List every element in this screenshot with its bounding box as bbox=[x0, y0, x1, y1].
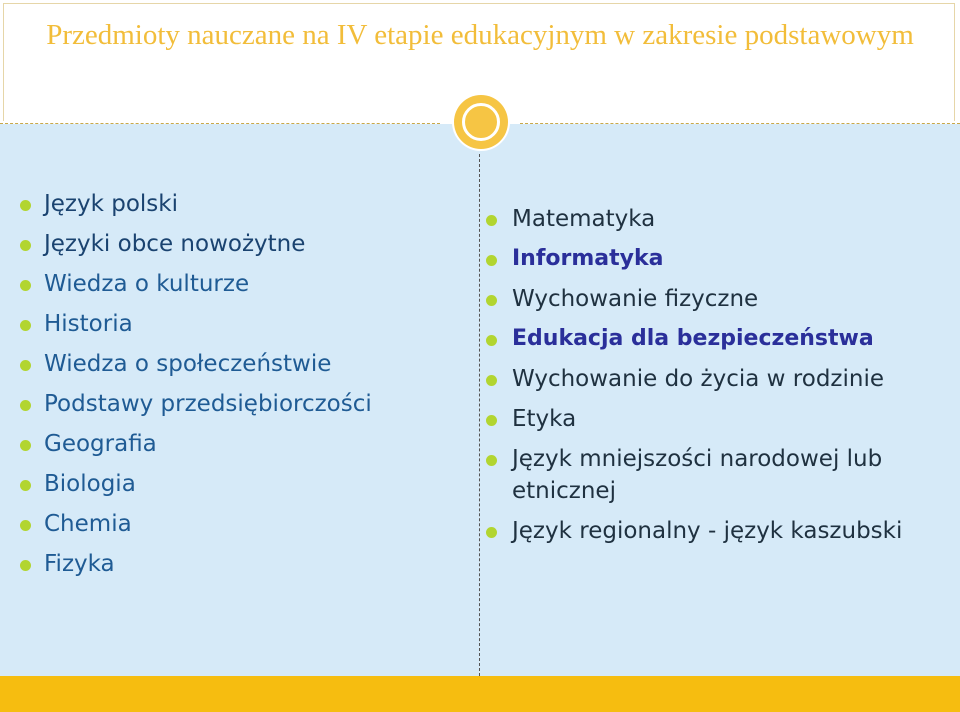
list-item bbox=[20, 228, 460, 268]
list-item-label: Wiedza o społeczeństwie bbox=[44, 351, 332, 377]
list-item-label: Biologia bbox=[44, 471, 136, 497]
list-item-label: Chemia bbox=[44, 511, 132, 537]
list-item bbox=[20, 388, 460, 428]
list-item-label: Matematyka bbox=[512, 206, 656, 232]
round-bullet-icon bbox=[20, 480, 31, 491]
medallion-inner-ring bbox=[462, 103, 500, 141]
list-item-label: Edukacja dla bezpieczeństwa bbox=[512, 326, 874, 351]
header-rule-left bbox=[0, 123, 440, 124]
round-bullet-icon bbox=[486, 415, 497, 426]
round-bullet-icon bbox=[20, 440, 31, 451]
list-item bbox=[486, 515, 946, 547]
header-rule-right bbox=[520, 123, 960, 124]
list-item bbox=[20, 428, 460, 468]
round-bullet-icon bbox=[486, 295, 497, 306]
list-item-label: Język regionalny - język kaszubski bbox=[512, 518, 903, 544]
list-item bbox=[486, 403, 946, 435]
list-item-label: Fizyka bbox=[44, 551, 115, 577]
list-item bbox=[20, 548, 460, 588]
list-item-label: Wiedza o kulturze bbox=[44, 271, 250, 297]
list-item-label: Informatyka bbox=[512, 246, 664, 271]
list-item bbox=[20, 348, 460, 388]
list-item bbox=[486, 283, 946, 315]
list-item-label: Historia bbox=[44, 311, 133, 337]
list-item bbox=[20, 468, 460, 508]
list-item bbox=[486, 443, 946, 507]
round-bullet-icon bbox=[20, 280, 31, 291]
list-item-label: Etyka bbox=[512, 406, 577, 432]
right-subject-list bbox=[486, 203, 946, 555]
list-item bbox=[486, 243, 946, 275]
list-item bbox=[20, 508, 460, 548]
list-item bbox=[486, 323, 946, 355]
list-item bbox=[486, 203, 946, 235]
bottom-accent-bar bbox=[0, 676, 960, 712]
list-item-label: Geografia bbox=[44, 431, 157, 457]
round-bullet-icon bbox=[486, 375, 497, 386]
list-item-label: Wychowanie do życia w rodzinie bbox=[512, 366, 885, 392]
round-bullet-icon bbox=[20, 360, 31, 371]
slide-title: Przedmioty nauczane na IV etapie edukacyjnym w zakresie podstawowym bbox=[46, 19, 914, 51]
list-item bbox=[20, 268, 460, 308]
list-item-label: Podstawy przedsiębiorczości bbox=[44, 391, 372, 417]
round-bullet-icon bbox=[486, 527, 497, 538]
list-item bbox=[20, 188, 460, 228]
list-item-label: Język mniejszości narodowej lub etnicznej bbox=[512, 446, 883, 504]
column-divider bbox=[479, 154, 480, 676]
round-bullet-icon bbox=[20, 320, 31, 331]
list-item bbox=[20, 308, 460, 348]
round-bullet-icon bbox=[486, 455, 497, 466]
left-subject-list bbox=[20, 188, 460, 588]
round-bullet-icon bbox=[20, 400, 31, 411]
round-bullet-icon bbox=[20, 240, 31, 251]
round-bullet-icon bbox=[20, 520, 31, 531]
list-item-label: Wychowanie fizyczne bbox=[512, 286, 759, 312]
round-bullet-icon bbox=[20, 560, 31, 571]
list-item-label: Języki obce nowożytne bbox=[44, 231, 306, 257]
round-bullet-icon bbox=[20, 200, 31, 211]
round-bullet-icon bbox=[486, 335, 497, 346]
list-item-label: Język polski bbox=[44, 191, 179, 217]
list-item bbox=[486, 363, 946, 395]
round-bullet-icon bbox=[486, 255, 497, 266]
round-bullet-icon bbox=[486, 215, 497, 226]
